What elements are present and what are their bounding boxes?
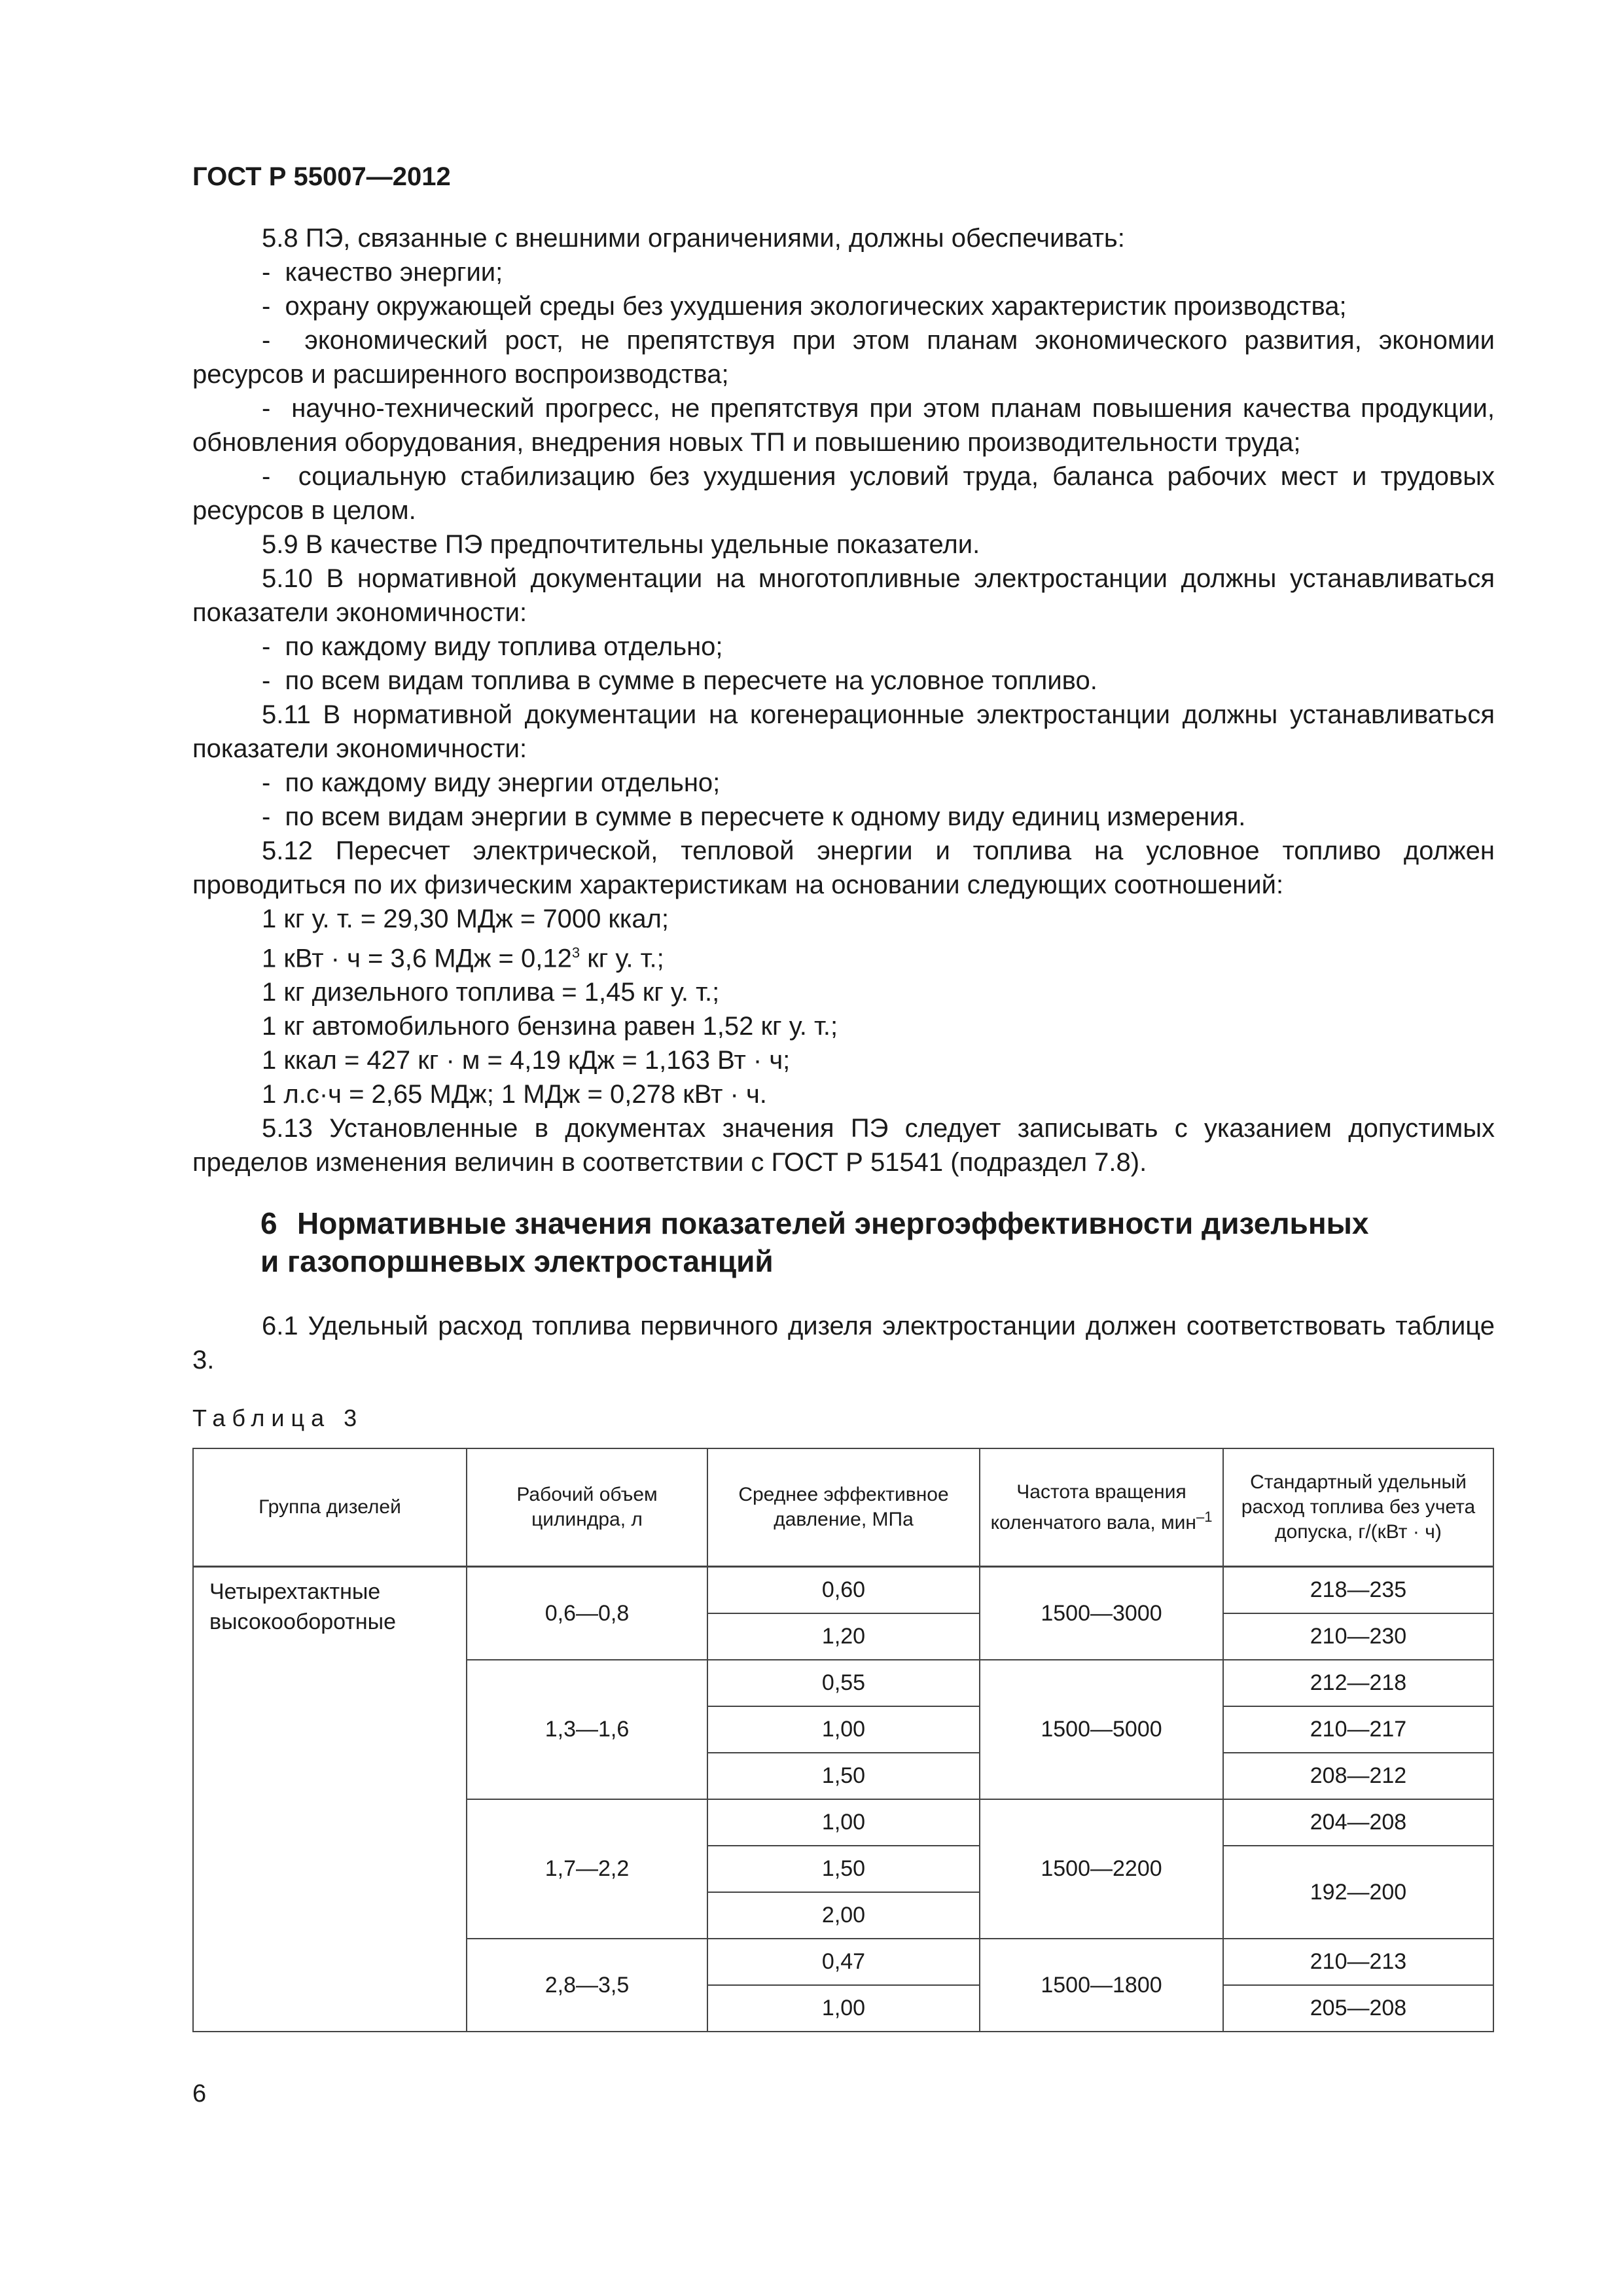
table-cell-consumption: 210—217 [1223, 1706, 1493, 1753]
page-number: 6 [192, 2080, 207, 2108]
formula-line: 1 кг у. т. = 29,30 МДж = 7000 ккал; [262, 905, 669, 933]
section-number: 6 [260, 1206, 277, 1240]
column-header-text: Частота вращения коленчатого вала, мин [990, 1480, 1196, 1534]
list-item: - охрану окружающей среды без ухудшения экологических характеристик производства; [192, 289, 1495, 323]
list-item: - по всем видам энергии в сумме в пересчете к одному виду единиц измерения. [192, 800, 1495, 834]
table-cell-consumption: 204—208 [1223, 1799, 1493, 1846]
list-item: - качество энергии; [192, 255, 1495, 289]
table-cell-volume: 2,8—3,5 [467, 1939, 707, 2032]
column-header-superscript: –1 [1196, 1508, 1213, 1525]
para-5-13: 5.13 Установленные в документах значения ПЭ следует записывать с указанием допустимых пределов изменения величин в соответствии с ГОСТ Р 51541 (подраздел 7.8). [192, 1114, 1495, 1177]
table-cell-consumption: 208—212 [1223, 1753, 1493, 1799]
table-cell-volume: 0,6—0,8 [467, 1567, 707, 1660]
table-cell-consumption: 212—218 [1223, 1660, 1493, 1706]
table-cell-speed: 1500—5000 [980, 1660, 1223, 1799]
table-caption: Таблица 3 [192, 1405, 364, 1431]
para-6-1-text: 6.1 Удельный расход топлива первичного дизеля электростанции должен соответствовать таблице 3. [192, 1312, 1495, 1374]
table-cell-pressure: 1,50 [707, 1753, 980, 1799]
table-cell-pressure: 1,50 [707, 1846, 980, 1892]
list-item: - по каждому виду топлива отдельно; [192, 630, 1495, 664]
para-5-11: 5.11 В нормативной документации на когенерационные электростанции должны устанавливаться показатели экономичности: [192, 700, 1495, 763]
list-item: - по каждому виду энергии отдельно; [192, 766, 1495, 800]
formula-line: 1 ккал = 427 кг · м = 4,19 кДж = 1,163 Вт · ч; [262, 1046, 791, 1075]
table-cell-volume: 1,3—1,6 [467, 1660, 707, 1799]
list-item: - научно-технический прогресс, не препятствуя при этом планам повышения качества продукции, обновления оборудования, внедрения новых ТП и повышению производительности труда; [192, 391, 1495, 459]
formula-line: 1 кг дизельного топлива = 1,45 кг у. т.; [262, 978, 720, 1007]
formula-text: кг у. т.; [580, 944, 664, 973]
table-cell-volume: 1,7—2,2 [467, 1799, 707, 1939]
para-5-12: 5.12 Пересчет электрической, тепловой энергии и топлива на условное топливо должен проводиться по их физическим характеристикам на основании следующих соотношений: [192, 836, 1495, 899]
column-header: Среднее эффективное давление, МПа [707, 1448, 980, 1567]
table-cell-pressure: 0,47 [707, 1939, 980, 1985]
table-cell-speed: 1500—2200 [980, 1799, 1223, 1939]
column-header: Стандартный удельный расход топлива без учета допуска, г/(кВт · ч) [1223, 1448, 1493, 1567]
formula-line [192, 936, 1495, 975]
section-6-heading-line1 [260, 1204, 1484, 1242]
table-cell-consumption: 205—208 [1223, 1985, 1493, 2032]
para-5-8: 5.8 ПЭ, связанные с внешними ограничениями, должны обеспечивать: [262, 224, 1125, 253]
column-header: Группа дизелей [193, 1448, 467, 1567]
table-cell-pressure: 1,00 [707, 1799, 980, 1846]
table-cell-consumption: 218—235 [1223, 1567, 1493, 1614]
list-item: - экономический рост, не препятствуя при этом планам экономического развития, экономии ресурсов и расширенного воспроизводства; [192, 323, 1495, 391]
formula-line: 1 кг автомобильного бензина равен 1,52 кг у. т.; [262, 1012, 838, 1041]
table-cell-consumption: 192—200 [1223, 1846, 1493, 1939]
table-cell-group: Четырехтактные высокооборотные [193, 1567, 467, 2032]
column-header [980, 1448, 1223, 1567]
table-cell-speed: 1500—3000 [980, 1567, 1223, 1660]
table-cell-pressure: 0,55 [707, 1660, 980, 1706]
table-cell-pressure: 1,00 [707, 1706, 980, 1753]
table-cell-consumption: 210—230 [1223, 1613, 1493, 1660]
para-6-1 [192, 1309, 1495, 1377]
list-item: - по всем видам топлива в сумме в пересчете на условное топливо. [192, 664, 1495, 698]
para-5-9: 5.9 В качестве ПЭ предпочтительны удельные показатели. [262, 530, 980, 559]
section-6-heading-line2: и газопоршневых электростанций [260, 1244, 774, 1278]
table-cell-pressure: 1,20 [707, 1613, 980, 1660]
section-6-heading [260, 1204, 1484, 1280]
table-cell-pressure: 1,00 [707, 1985, 980, 2032]
para-5-10: 5.10 В нормативной документации на многотопливные электростанции должны устанавливаться показатели экономичности: [192, 564, 1495, 627]
table-header-row [193, 1448, 1493, 1567]
formula-superscript: 3 [571, 944, 580, 961]
section-5-body [192, 221, 1495, 1179]
table-cell-pressure: 2,00 [707, 1892, 980, 1939]
table-row [193, 1567, 1493, 1614]
table-cell-pressure: 0,60 [707, 1567, 980, 1614]
section-title: Нормативные значения показателей энергоэффективности дизельных [297, 1206, 1369, 1240]
table-3 [192, 1448, 1494, 2032]
formula-text: 1 кВт · ч = 3,6 МДж = 0,12 [262, 944, 572, 973]
column-header: Рабочий объем цилиндра, л [467, 1448, 707, 1567]
table-cell-consumption: 210—213 [1223, 1939, 1493, 1985]
list-item: - социальную стабилизацию без ухудшения условий труда, баланса рабочих мест и трудовых ресурсов в целом. [192, 459, 1495, 528]
document-code-header: ГОСТ Р 55007—2012 [192, 162, 451, 191]
formula-line: 1 л.с·ч = 2,65 МДж; 1 МДж = 0,278 кВт · ч. [262, 1080, 767, 1109]
table-cell-speed: 1500—1800 [980, 1939, 1223, 2032]
